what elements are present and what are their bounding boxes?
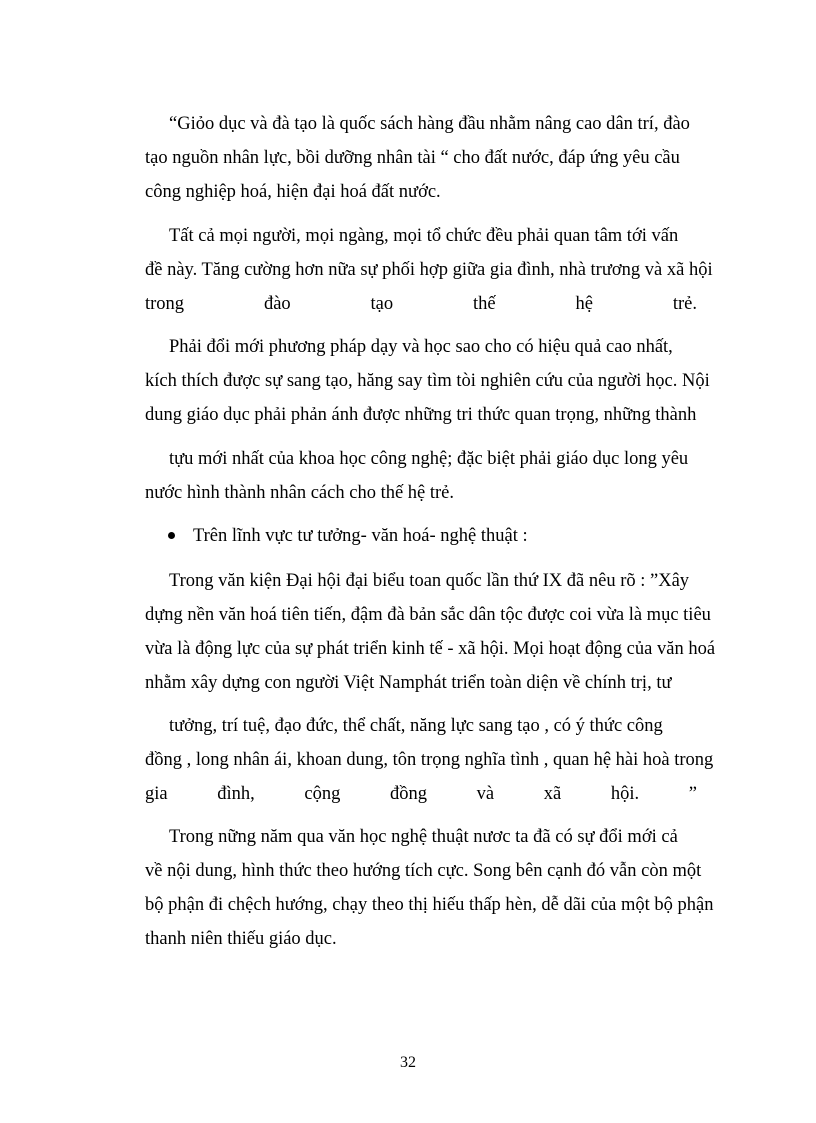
justified-word: đồng bbox=[390, 784, 428, 804]
quote-line-1: Trong văn kiện Đại hội đại biểu toan quốc lần thứ IX đã nêu rõ : ”Xây bbox=[169, 571, 690, 591]
justified-word: xã bbox=[543, 784, 562, 804]
paragraph-3-line-2: kích thích được sự sang tạo, hăng say tìm tòi nghiên cứu của người học. Nội bbox=[145, 371, 710, 391]
paragraph-3-line-4: tựu mới nhất của khoa học công nghệ; đặc biệt phải giáo dục long yêu bbox=[169, 449, 689, 469]
paragraph-1-line-2: tạo nguồn nhân lực, bồi dưỡng nhân tài “ cho đất nước, đáp ứng yêu cầu bbox=[145, 148, 680, 168]
bullet-icon bbox=[168, 532, 175, 539]
quote-line-2: dựng nền văn hoá tiên tiến, đậm đà bản sắc dân tộc được coi vừa là mục tiêu bbox=[145, 605, 711, 625]
quote-line-4: nhằm xây dựng con người Việt Namphát triển toàn diện về chính trị, tư bbox=[145, 673, 672, 693]
final-paragraph-line-1: Trong nững năm qua văn học nghệ thuật nươc ta đã có sự đổi mới cả bbox=[169, 827, 678, 847]
paragraph-1-line-3: công nghiệp hoá, hiện đại hoá đất nước. bbox=[145, 182, 441, 202]
final-paragraph-line-4: thanh niên thiếu giáo dục. bbox=[145, 929, 337, 949]
justified-word: hệ bbox=[575, 294, 593, 314]
justified-word: ” bbox=[688, 784, 697, 804]
quote-line-5: tưởng, trí tuệ, đạo đức, thể chất, năng lực sang tạo , có ý thức công bbox=[169, 716, 663, 736]
justified-word: tạo bbox=[370, 294, 394, 314]
paragraph-2-line-1: Tất cả mọi người, mọi ngàng, mọi tổ chức đều phải quan tâm tới vấn bbox=[169, 226, 679, 246]
paragraph-3-line-3: dung giáo dục phải phản ánh được những tri thức quan trọng, những thành bbox=[145, 405, 697, 425]
quote-justified-line bbox=[145, 782, 697, 806]
quote-line-3: vừa là động lực của sự phát triển kinh tế - xã hội. Mọi hoạt động của văn hoá bbox=[145, 639, 716, 659]
final-paragraph-line-3: bộ phận đi chệch hướng, chạy theo thị hiếu thấp hèn, dễ dãi của một bộ phận bbox=[145, 895, 714, 915]
paragraph-2-justified-line bbox=[145, 292, 697, 316]
justified-word: gia bbox=[145, 784, 168, 804]
justified-word: cộng bbox=[304, 784, 341, 804]
justified-word: đình, bbox=[217, 784, 255, 804]
justified-word: trong bbox=[145, 294, 185, 314]
final-paragraph-line-2: về nội dung, hình thức theo hướng tích cực. Song bên cạnh đó vẫn còn một bbox=[145, 861, 702, 881]
paragraph-2-line-2: đề này. Tăng cường hơn nữa sự phối hợp giữa gia đình, nhà trương và xã hội bbox=[145, 260, 713, 280]
paragraph-3-line-1: Phải đổi mới phương pháp dạy và học sao cho có hiệu quả cao nhất, bbox=[169, 337, 673, 357]
justified-word: thế bbox=[473, 294, 496, 314]
quote-line-6: đồng , long nhân ái, khoan dung, tôn trọng nghĩa tình , quan hệ hài hoà trong bbox=[145, 750, 714, 770]
paragraph-3-line-5: nước hình thành nhân cách cho thế hệ trẻ. bbox=[145, 483, 455, 503]
bullet-heading: Trên lĩnh vực tư tưởng- văn hoá- nghệ thuật : bbox=[193, 526, 528, 546]
page-number: 32 bbox=[400, 1054, 416, 1071]
justified-word: đào bbox=[263, 294, 291, 314]
paragraph-1-line-1: “Giỏo dục và đà tạo là quốc sách hàng đầu nhằm nâng cao dân trí, đào bbox=[169, 114, 690, 134]
justified-word: trẻ. bbox=[672, 294, 697, 314]
justified-word: và bbox=[476, 784, 495, 804]
justified-word: hội. bbox=[610, 784, 640, 804]
